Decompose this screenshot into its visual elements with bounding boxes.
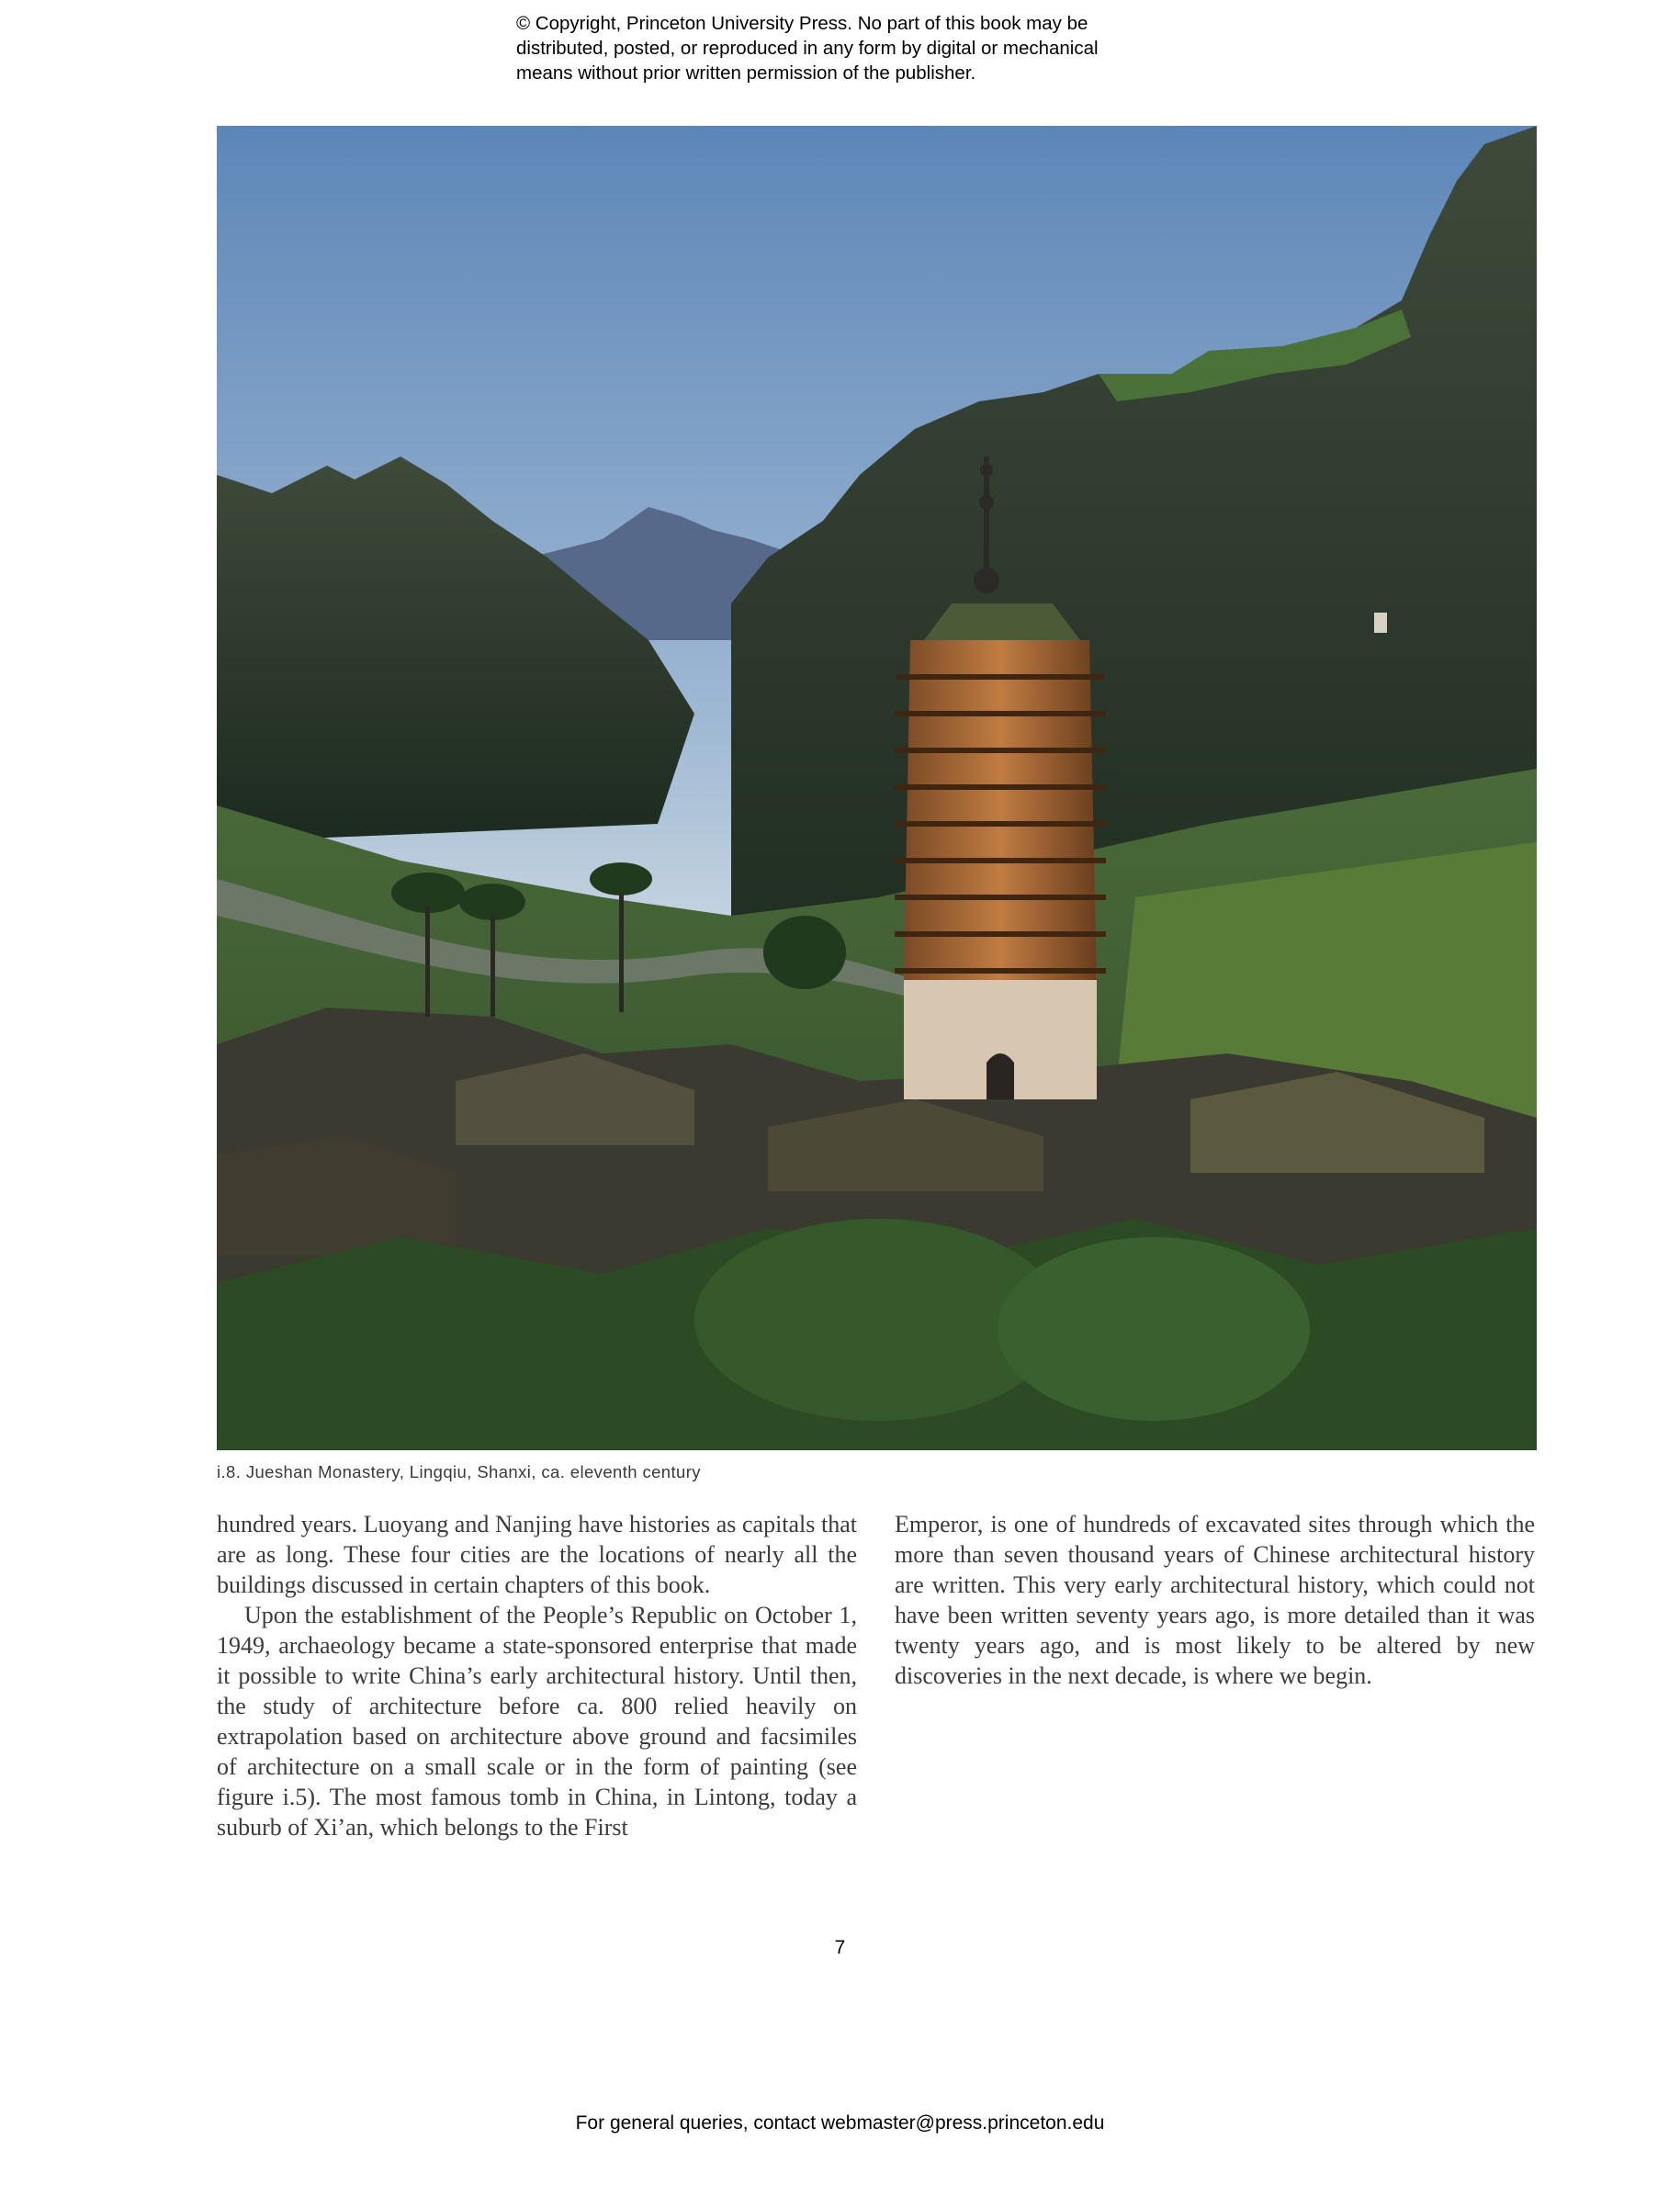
photo-illustration [217, 126, 1537, 1450]
paragraph: hundred years. Luoyang and Nanjing have histories as capitals that are as long. These four cities are the locations of nearly all the buildings discussed in certain chapters of this book. [217, 1511, 857, 1598]
text-column-left [217, 1509, 857, 1842]
page-number: 7 [834, 1937, 846, 1958]
paragraph: Upon the establishment of the People’s Republic on October 1, 1949, archaeology became a state-sponsored enterprise that made it possible to write China’s early architectural history. Until then, the study of architecture before ca. 800 relied heavily on extrapolation based on architecture above ground and facsimiles of architecture on a small scale or in the form of painting (see figure i.5). The most famous tomb in China, in Lintong, today a suburb of Xi’an, which belongs to the First [217, 1602, 857, 1841]
figure-caption: i.8. Jueshan Monastery, Lingqiu, Shanxi, ca. eleventh century [217, 1462, 701, 1481]
text-column-right [895, 1509, 1535, 1691]
figure-photo-jueshan-monastery [217, 126, 1537, 1450]
tree-canopy-2 [998, 1237, 1310, 1421]
small-shrine [1374, 613, 1387, 633]
paragraph: Emperor, is one of hundreds of excavated sites through which the more than seven thousand years of Chinese architectural history are written. This very early architectural history, which could not have been written seventy years ago, is more detailed than it was twenty years ago, and is most likely to be altered by new discoveries in the next decade, is where we begin. [895, 1511, 1535, 1689]
footer-contact: For general queries, contact webmaster@press.princeton.edu [575, 2112, 1105, 2134]
copyright-notice: © Copyright, Princeton University Press. No part of this book may be distributed, posted, or reproduced in any form by digital or mechanical means without prior written permission of the publisher. [516, 13, 1099, 84]
